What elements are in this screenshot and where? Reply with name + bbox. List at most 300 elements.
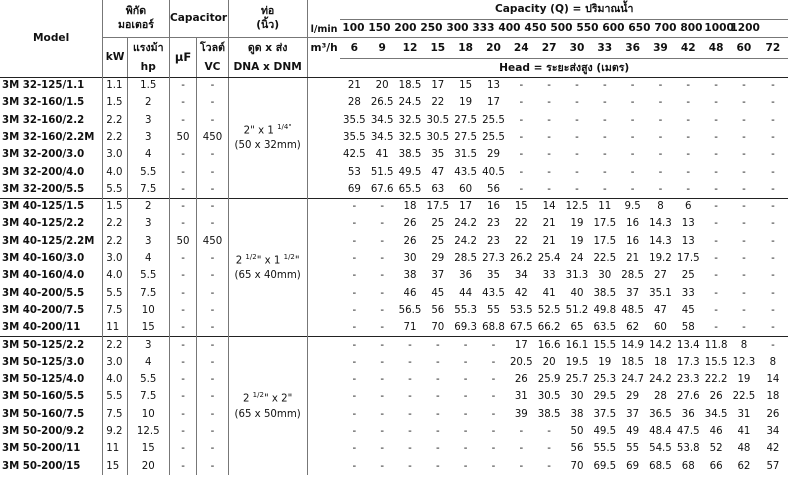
head-value-cell: 15 xyxy=(452,78,480,95)
uf-cell: - xyxy=(169,423,197,440)
head-value-cell: - xyxy=(519,166,524,178)
head-value-cell: - xyxy=(771,218,775,230)
head-value-cell: 38.5 xyxy=(398,149,422,161)
vc-cell: - xyxy=(197,406,228,423)
head-value-cell: - xyxy=(507,78,535,95)
head-value-cell: - xyxy=(771,131,775,143)
head-value-cell: - xyxy=(742,253,746,265)
head-value-cell: - xyxy=(380,374,384,386)
head-value-cell: 14.2 xyxy=(647,337,675,354)
head-value-cell: 49.5 xyxy=(398,166,422,178)
head-value-cell: 50 xyxy=(570,425,584,437)
head-value-cell: - xyxy=(463,374,468,386)
head-value-cell: 39 xyxy=(514,408,528,420)
hp-cell: 15 xyxy=(127,320,169,337)
flow-m3h-cell: 18 xyxy=(452,38,480,59)
head-value-cell: 16.1 xyxy=(563,337,591,354)
head-value-cell: 20 xyxy=(368,78,396,95)
head-value-cell: 69 xyxy=(626,460,640,472)
spacer-cell xyxy=(307,164,340,181)
hp-cell: 3 xyxy=(127,233,169,250)
head-value-cell: - xyxy=(352,356,357,368)
head-value-cell: 18 xyxy=(766,391,780,403)
head-value-cell: 35.5 xyxy=(342,131,366,143)
vc-cell: - xyxy=(197,147,228,164)
kw-cell: 2.2 xyxy=(103,233,128,250)
head-value-cell: 34 xyxy=(766,425,780,437)
head-value-cell: - xyxy=(380,356,384,368)
head-value-cell: - xyxy=(452,337,480,354)
pipe-size-part: " xyxy=(294,255,300,267)
head-value-cell: 24.2 xyxy=(454,235,477,247)
uf-cell: - xyxy=(169,354,197,371)
table-row xyxy=(0,337,788,354)
flow-m3h-cell: 36 xyxy=(619,38,647,59)
head-value-cell: - xyxy=(435,374,440,386)
head-value-cell: - xyxy=(742,321,746,333)
pipe-size-part: 1/4" xyxy=(277,123,292,132)
head-value-cell: - xyxy=(352,270,357,282)
hp-cell: 4 xyxy=(127,250,169,267)
head-value-cell: - xyxy=(380,235,384,247)
spacer-cell xyxy=(307,389,340,406)
head-value-cell: - xyxy=(742,114,746,126)
head-value-cell: 35.1 xyxy=(649,287,672,299)
head-value-cell: 23 xyxy=(486,235,500,247)
hp-cell: 4 xyxy=(127,147,169,164)
spacer-cell xyxy=(307,250,340,267)
vc-cell: - xyxy=(197,78,228,95)
kw-cell: 11 xyxy=(103,320,128,337)
head-value-cell: 24.2 xyxy=(454,218,477,230)
head-value-cell: 31 xyxy=(514,391,528,403)
head-value-cell: 17.5 xyxy=(424,199,452,216)
head-value-cell: - xyxy=(435,460,440,472)
table-row xyxy=(0,112,788,129)
head-value-cell: - xyxy=(658,97,663,109)
head-value-cell: 17 xyxy=(424,78,452,95)
head-value-cell: - xyxy=(714,166,718,178)
spacer-cell xyxy=(307,406,340,423)
head-value-cell: 45 xyxy=(431,287,445,299)
head-value-cell: 48 xyxy=(737,443,751,455)
hp-cell: 3 xyxy=(127,129,169,146)
head-value-cell: 17 xyxy=(452,199,480,216)
head-value-cell: - xyxy=(380,460,384,472)
table-row xyxy=(0,250,788,267)
head-value-cell: 52 xyxy=(709,443,723,455)
table-row xyxy=(0,181,788,198)
head-value-cell: 46 xyxy=(403,287,417,299)
head-value-cell: 38 xyxy=(570,408,584,420)
head-value-cell: 41 xyxy=(737,425,751,437)
header-motor-rating: พิกัดมอเตอร์ xyxy=(103,0,169,38)
header-suction-discharge: ดูด x ส่ง xyxy=(228,38,307,59)
head-value-cell: - xyxy=(575,114,579,126)
head-value-cell: 46 xyxy=(709,425,723,437)
head-value-cell: 26 xyxy=(403,235,417,247)
head-value-cell: - xyxy=(491,391,496,403)
head-value-cell: - xyxy=(630,131,635,143)
head-value-cell: 25.4 xyxy=(537,253,561,265)
head-value-cell: - xyxy=(742,97,746,109)
table-row xyxy=(0,95,788,112)
spacer-cell xyxy=(307,423,340,440)
head-value-cell: - xyxy=(408,408,412,420)
head-value-cell: - xyxy=(380,443,384,455)
head-value-cell: 56 xyxy=(570,443,584,455)
head-value-cell: 18.5 xyxy=(396,78,424,95)
head-value-cell: 24.7 xyxy=(621,374,644,386)
model-cell: 3M 50-200/11 xyxy=(2,443,81,455)
head-value-cell: - xyxy=(519,114,524,126)
head-value-cell: - xyxy=(630,149,635,161)
hp-cell: 2 xyxy=(127,199,169,216)
table-row xyxy=(0,406,788,423)
pipe-size-part: " x 2" xyxy=(263,393,293,405)
head-value-cell: - xyxy=(714,97,718,109)
model-cell: 3M 40-160/3.0 xyxy=(2,253,85,265)
head-value-cell: - xyxy=(771,114,775,126)
spacer-cell xyxy=(307,95,340,112)
pipe-size xyxy=(229,390,307,407)
vc-cell: 450 xyxy=(197,233,228,250)
head-value-cell: - xyxy=(758,337,788,354)
head-value-cell: 55 xyxy=(486,304,500,316)
head-value-cell: 37.5 xyxy=(593,408,617,420)
head-value-cell: - xyxy=(630,97,635,109)
head-value-cell: 22 xyxy=(514,218,528,230)
head-value-cell: - xyxy=(730,199,758,216)
spacer-cell xyxy=(307,458,340,475)
kw-cell: 11 xyxy=(103,441,128,458)
head-value-cell: 48.4 xyxy=(649,425,672,437)
header-pipe: ท่อ (นิ้ว) xyxy=(228,0,307,38)
header-capacitor: Capacitor xyxy=(169,0,228,38)
head-value-cell: - xyxy=(771,304,775,316)
head-value-cell: - xyxy=(396,337,424,354)
head-value-cell: 22.5 xyxy=(593,253,617,265)
hp-cell: 7.5 xyxy=(127,389,169,406)
head-value-cell: - xyxy=(352,460,357,472)
spacer-cell xyxy=(307,216,340,233)
model-cell: 3M 40-125/1.5 xyxy=(0,199,103,216)
head-value-cell: 26 xyxy=(403,218,417,230)
header-model: Model xyxy=(33,32,70,45)
head-value-cell: 22 xyxy=(431,97,445,109)
spacer-cell xyxy=(307,268,340,285)
head-value-cell: - xyxy=(463,460,468,472)
model-cell: 3M 50-125/2.2 xyxy=(0,337,103,354)
head-value-cell: - xyxy=(380,425,384,437)
spacer-cell xyxy=(307,337,340,354)
head-value-cell: 25 xyxy=(431,218,445,230)
head-value-cell: 69.3 xyxy=(454,321,477,333)
head-value-cell: - xyxy=(435,356,440,368)
head-value-cell: 47 xyxy=(431,166,445,178)
head-value-cell: - xyxy=(352,218,357,230)
head-value-cell: - xyxy=(547,183,551,195)
hp-cell: 5.5 xyxy=(127,372,169,389)
head-value-cell: 31.3 xyxy=(565,270,589,282)
vc-cell: - xyxy=(197,337,228,354)
flow-lmin-cell: 550 xyxy=(576,22,599,34)
head-value-cell: - xyxy=(630,166,635,178)
head-value-cell: 19.5 xyxy=(565,356,589,368)
head-value-cell: 30.5 xyxy=(426,114,450,126)
flow-m3h-cell: 20 xyxy=(480,38,508,59)
head-value-cell: 34.5 xyxy=(370,131,394,143)
head-value-cell: 68.5 xyxy=(649,460,672,472)
head-value-cell: 28 xyxy=(653,391,667,403)
head-value-cell: 24.2 xyxy=(649,374,672,386)
head-value-cell: 42 xyxy=(514,287,528,299)
flow-lmin-cell: 333 xyxy=(472,22,495,34)
head-value-cell: 66 xyxy=(709,460,723,472)
flow-lmin-row xyxy=(340,20,788,37)
flow-lmin-cell: 400 xyxy=(498,22,521,34)
vc-cell: - xyxy=(197,389,228,406)
head-value-cell: 25.5 xyxy=(482,114,505,126)
flow-m3h-cell: 42 xyxy=(674,38,702,59)
head-value-cell: 14 xyxy=(535,199,563,216)
head-value-cell: - xyxy=(463,391,468,403)
head-value-cell: 19 xyxy=(737,374,751,386)
flow-m3h-cell: 6 xyxy=(340,38,368,59)
head-value-cell: - xyxy=(742,218,746,230)
kw-cell: 1.1 xyxy=(103,78,128,95)
kw-cell: 2.2 xyxy=(103,337,128,354)
head-value-cell: 69.5 xyxy=(593,460,617,472)
head-value-cell: 60 xyxy=(653,321,667,333)
head-value-cell: - xyxy=(714,131,718,143)
head-value-cell: 40 xyxy=(570,287,584,299)
head-value-cell: - xyxy=(758,199,788,216)
model-cell: 3M 50-200/15 xyxy=(2,460,81,472)
head-value-cell: 60 xyxy=(459,183,473,195)
head-value-cell: 68 xyxy=(681,460,695,472)
head-value-cell: - xyxy=(591,78,619,95)
head-value-cell: - xyxy=(575,149,579,161)
flow-lmin-cell: 700 xyxy=(654,22,677,34)
flow-lmin-cell: 150 xyxy=(368,22,391,34)
vc-cell: - xyxy=(197,95,228,112)
head-value-cell: 55 xyxy=(626,443,640,455)
header-lmin: l/min xyxy=(307,0,340,38)
uf-cell: - xyxy=(169,95,197,112)
kw-cell: 3.0 xyxy=(103,250,128,267)
head-value-cell: 65.5 xyxy=(398,183,422,195)
head-value-cell: 17 xyxy=(486,97,500,109)
model-cell: 3M 32-200/3.0 xyxy=(2,149,85,161)
kw-cell: 3.0 xyxy=(103,147,128,164)
head-value-cell: 30 xyxy=(403,253,417,265)
head-value-cell: 41 xyxy=(375,149,389,161)
head-value-cell: 18 xyxy=(653,356,667,368)
model-cell: 3M 40-125/2.2 xyxy=(2,218,85,230)
head-value-cell: 38.5 xyxy=(537,408,561,420)
pipe-size-part: 1/2 xyxy=(252,391,264,400)
head-value-cell: - xyxy=(742,149,746,161)
flow-m3h-cell: 39 xyxy=(647,38,675,59)
uf-cell: - xyxy=(169,147,197,164)
vc-cell: - xyxy=(197,164,228,181)
head-value-cell: - xyxy=(463,443,468,455)
head-value-cell: 6 xyxy=(674,199,702,216)
model-cell: 3M 32-200/5.5 xyxy=(2,183,85,195)
head-value-cell: - xyxy=(340,199,368,216)
head-value-cell: - xyxy=(771,166,775,178)
head-value-cell: 53.8 xyxy=(676,443,700,455)
uf-cell: - xyxy=(169,78,197,95)
uf-cell: - xyxy=(169,406,197,423)
head-value-cell: - xyxy=(519,460,524,472)
head-value-cell: 26.2 xyxy=(509,253,533,265)
model-cell: 3M 50-125/4.0 xyxy=(2,374,85,386)
head-value-cell: - xyxy=(463,408,468,420)
head-value-cell: - xyxy=(674,78,702,95)
head-value-cell: 27.5 xyxy=(454,131,477,143)
head-value-cell: - xyxy=(686,131,691,143)
hp-cell: 3 xyxy=(127,216,169,233)
head-value-cell: - xyxy=(714,321,718,333)
kw-cell: 15 xyxy=(103,458,128,475)
head-value-cell: 31 xyxy=(737,408,751,420)
flow-m3h-cell: 24 xyxy=(507,38,535,59)
pipe-size xyxy=(229,122,307,139)
kw-cell: 4.0 xyxy=(103,268,128,285)
vc-cell: - xyxy=(197,181,228,198)
head-value-cell: 65 xyxy=(570,321,584,333)
pipe-size-mm: (65 x 40mm) xyxy=(234,269,301,281)
model-cell: 3M 40-200/11 xyxy=(2,321,81,333)
head-value-cell: 34 xyxy=(514,270,528,282)
head-value-cell: - xyxy=(435,443,440,455)
pipe-size-part: 2" x 1 xyxy=(243,125,278,137)
head-value-cell: 31.5 xyxy=(454,149,477,161)
head-value-cell: - xyxy=(435,408,440,420)
head-value-cell: - xyxy=(575,97,579,109)
head-value-cell: 25.3 xyxy=(593,374,617,386)
head-value-cell: - xyxy=(380,408,384,420)
spacer-cell xyxy=(307,112,340,129)
flow-lmin-cell: 200 xyxy=(394,22,417,34)
hp-cell: 12.5 xyxy=(127,423,169,440)
head-value-cell: - xyxy=(368,337,396,354)
head-value-cell: 53 xyxy=(347,166,361,178)
head-value-cell: 36 xyxy=(681,408,695,420)
head-value-cell: 22.5 xyxy=(732,391,756,403)
head-value-cell: 33 xyxy=(681,287,695,299)
vc-cell: - xyxy=(197,372,228,389)
head-value-cell: 30.5 xyxy=(537,391,561,403)
head-value-cell: - xyxy=(547,149,551,161)
head-value-cell: 29.5 xyxy=(593,391,617,403)
hp-cell: 5.5 xyxy=(127,164,169,181)
head-value-cell: 11 xyxy=(591,199,619,216)
head-value-cell: - xyxy=(380,304,384,316)
head-value-cell: - xyxy=(408,425,412,437)
head-value-cell: 42.5 xyxy=(342,149,366,161)
head-value-cell: - xyxy=(771,287,775,299)
flow-lmin-cell: 1000 xyxy=(704,22,734,34)
head-value-cell: 25.9 xyxy=(537,374,561,386)
head-value-cell: 45 xyxy=(681,304,695,316)
hp-cell: 10 xyxy=(127,406,169,423)
head-value-cell: 15 xyxy=(507,199,535,216)
head-value-cell: 18 xyxy=(396,199,424,216)
head-value-cell: - xyxy=(408,374,412,386)
head-value-cell: 25.7 xyxy=(565,374,589,386)
head-value-cell: - xyxy=(630,183,635,195)
vc-cell: - xyxy=(197,320,228,337)
head-value-cell: 51.2 xyxy=(565,304,589,316)
head-value-cell: 62 xyxy=(626,321,640,333)
head-value-cell: - xyxy=(602,114,607,126)
head-value-cell: - xyxy=(714,270,718,282)
kw-cell: 1.5 xyxy=(103,199,128,216)
head-value-cell: 67.5 xyxy=(509,321,533,333)
head-value-cell: 52.5 xyxy=(537,304,561,316)
head-value-cell: 8 xyxy=(647,199,675,216)
vc-cell: - xyxy=(197,423,228,440)
vc-cell: - xyxy=(197,216,228,233)
head-value-cell: 28.5 xyxy=(454,253,477,265)
head-value-cell: 19 xyxy=(598,356,612,368)
header-capacity xyxy=(340,0,788,38)
head-value-cell: - xyxy=(519,425,524,437)
uf-cell: - xyxy=(169,441,197,458)
table-row xyxy=(0,354,788,371)
flow-lmin-cell: 1200 xyxy=(730,22,760,34)
flow-lmin-cell: 600 xyxy=(602,22,625,34)
uf-cell: - xyxy=(169,268,197,285)
head-value-cell: 17.5 xyxy=(676,253,700,265)
header-head-label: Head = ระยะส่งสูง (เมตร) xyxy=(340,59,788,78)
head-value-cell: 26 xyxy=(766,408,780,420)
head-value-cell: 14.9 xyxy=(619,337,647,354)
head-value-cell: - xyxy=(352,304,357,316)
spacer-cell xyxy=(307,233,340,250)
spacer-cell xyxy=(307,199,340,216)
head-value-cell: 70 xyxy=(570,460,584,472)
head-value-cell: - xyxy=(714,287,718,299)
kw-cell: 2.2 xyxy=(103,129,128,146)
flow-lmin-cell: 800 xyxy=(680,22,703,34)
head-value-cell: 27 xyxy=(653,270,667,282)
head-value-cell: - xyxy=(702,199,730,216)
head-value-cell: - xyxy=(575,183,579,195)
head-value-cell: - xyxy=(352,425,357,437)
head-value-cell: - xyxy=(547,460,551,472)
head-value-cell: 21 xyxy=(542,218,556,230)
head-value-cell: - xyxy=(771,149,775,161)
hp-cell: 5.5 xyxy=(127,268,169,285)
head-value-cell: - xyxy=(686,166,691,178)
head-value-cell: 55.5 xyxy=(593,443,617,455)
vc-cell: - xyxy=(197,112,228,129)
flow-lmin-cell: 450 xyxy=(524,22,547,34)
head-value-cell: - xyxy=(658,166,663,178)
head-value-cell: 16.6 xyxy=(535,337,563,354)
head-value-cell: - xyxy=(771,270,775,282)
head-value-cell: 40.5 xyxy=(482,166,505,178)
head-value-cell: 49.5 xyxy=(593,425,617,437)
table-header xyxy=(0,0,788,78)
kw-cell: 7.5 xyxy=(103,406,128,423)
head-value-cell: 17.3 xyxy=(676,356,700,368)
head-value-cell: - xyxy=(771,321,775,333)
